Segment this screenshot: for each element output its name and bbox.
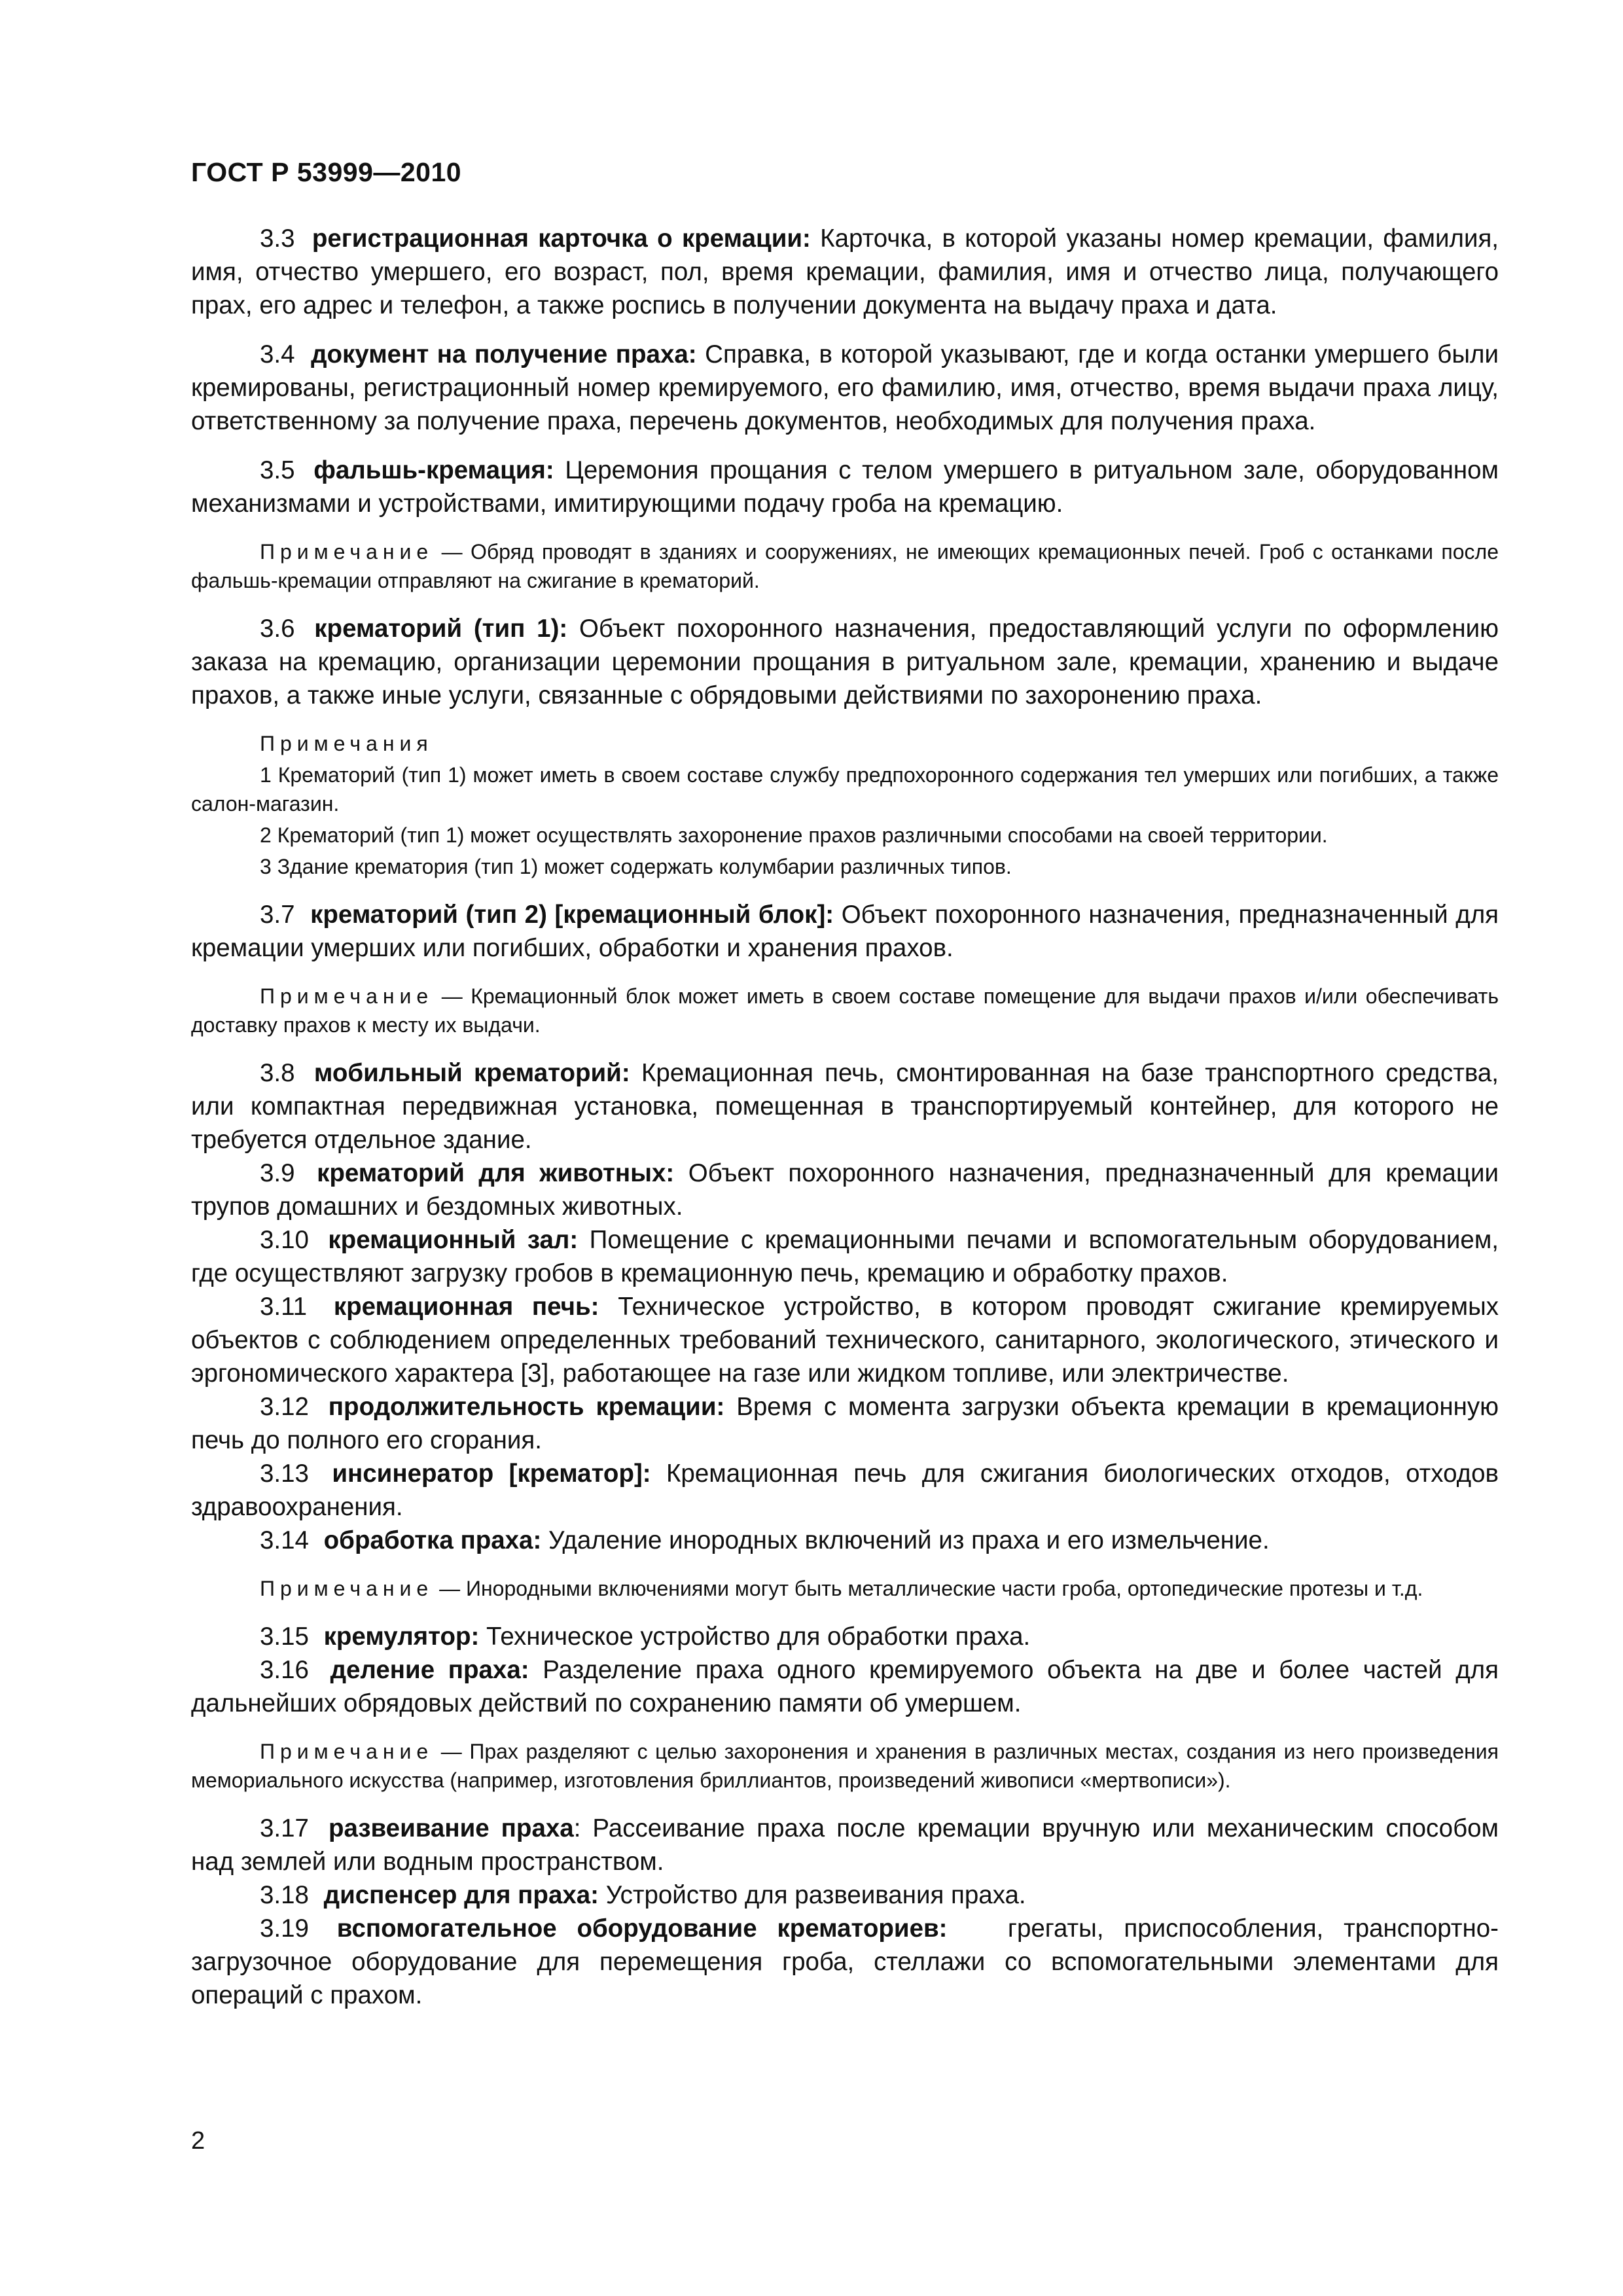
entry-definition: Устройство для развеивания праха. [605,1881,1026,1909]
entry-number: 3.5 [260,456,295,484]
entry-number: 3.11 [260,1293,308,1321]
entry-3-8 [191,1056,1499,1157]
entry-term: развеивание праха [328,1814,574,1842]
note-text: — Обряд проводят в зданиях и сооружениях, не имеющих кремационных печей. Гроб с останками после фальшь-кремации отправляют на сжигание в крематорий. [191,540,1499,592]
entry-definition: : Рассеивание праха после кремации вручную или механическим способом над землей или водным пространством. [191,1814,1499,1876]
entry-definition: Время с момента загрузки объекта кремации в кремационную печь до полного его сгорания. [191,1393,1499,1454]
entry-definition: Техническое устройство для обработки праха. [486,1623,1031,1651]
entry-term: крематорий (тип 1): [314,615,568,643]
entry-3-11 [191,1290,1499,1390]
entry-definition: Церемония прощания с телом умершего в ритуальном зале, оборудованном механизмами и устройствами, имитирующими подачу гроба на кремацию. [191,456,1499,518]
entry-3-17 [191,1812,1499,1878]
entry-term: обработка праха: [323,1526,542,1554]
notes-label: Примечания [260,732,433,755]
entry-definition: Справка, в которой указывают, где и когда останки умершего были кремированы, регистрационный номер кремируемого, его фамилию, имя, отчество, время выдачи праха лицу, ответственному за получение праха, перечень документов, необходимых для получения праха. [191,340,1499,435]
entry-3-13 [191,1457,1499,1524]
entry-3-5 [191,454,1499,520]
document-header: ГОСТ Р 53999—2010 [191,157,462,187]
entry-term: крематорий для животных: [317,1159,675,1187]
entry-definition: Объект похоронного назначения, предоставляющий услуги по оформлению заказа на кремацию, организации церемонии прощания в ритуальном зале, кремации, хранению и выдаче прахов, а также иные услуги, связанные с обрядовыми действиями по захоронению праха. [191,615,1499,709]
entry-number: 3.8 [260,1059,295,1087]
note-item-2: 2 Крематорий (тип 1) может осуществлять захоронение прахов различными способами на своей территории. [260,823,1328,847]
entry-3-19 [191,1912,1499,2012]
note-text: — Инородными включениями могут быть металлические части гроба, ортопедические протезы и т.д. [439,1577,1423,1600]
entry-term: продолжительность кремации: [328,1393,725,1421]
entry-3-18 [191,1878,1499,1912]
note-label: Примечание [260,540,434,564]
note-item-1: 1 Крематорий (тип 1) может иметь в своем составе службу предпохоронного содержания тел умерших или погибших, а также салон-магазин. [191,763,1499,816]
note-3-16 [191,1737,1499,1795]
entry-term: регистрационная карточка о кремации: [312,224,811,253]
entry-number: 3.14 [260,1526,309,1554]
entry-term: вспомогательное оборудование крематориев: [336,1914,948,1943]
entry-number: 3.13 [260,1460,309,1488]
notes-3-6 [191,729,1499,881]
note-3-5 [191,537,1499,595]
entry-term: диспенсер для праха: [323,1881,599,1909]
entry-definition: Объект похоронного назначения, предназначенный для кремации умерших или погибших, обработки и хранения прахов. [191,901,1499,962]
entry-3-14 [191,1524,1499,1557]
entry-number: 3.10 [260,1226,309,1254]
entry-number: 3.9 [260,1159,295,1187]
entry-definition: Разделение праха одного кремируемого объекта на две и более частей для дальнейших обрядовых действий по сохранению памяти об умершем. [191,1656,1499,1717]
entry-3-12 [191,1390,1499,1457]
entry-3-16 [191,1653,1499,1720]
entry-definition: Кремационная печь для сжигания биологических отходов, отходов здравоохранения. [191,1460,1499,1521]
entry-number: 3.4 [260,340,295,368]
entry-number: 3.3 [260,224,295,253]
note-label: Примечание [260,1740,434,1763]
note-3-14 [191,1574,1499,1603]
entry-term: мобильный крематорий: [313,1059,630,1087]
entry-3-10 [191,1223,1499,1290]
note-label: Примечание [260,1577,434,1600]
entry-definition: Кремационная печь, смонтированная на базе транспортного средства, или компактная передвижная установка, помещенная в транспортируемый контейнер, для которого не требуется отдельное здание. [191,1059,1499,1154]
entry-number: 3.17 [260,1814,309,1842]
entry-3-4 [191,338,1499,438]
entry-term: кремационная печь: [333,1293,599,1321]
entry-term: кремационный зал: [328,1226,579,1254]
page-number: 2 [191,2127,205,2155]
entry-3-7 [191,898,1499,965]
entry-number: 3.6 [260,615,295,643]
note-3-7 [191,982,1499,1039]
document-page [191,157,1499,2012]
entry-number: 3.19 [260,1914,309,1943]
entry-definition: грегаты, приспособления, транспортно-загрузочное оборудование для перемещения гроба, стеллажи со вспомогательными элементами для операций с прахом. [191,1914,1499,2009]
entry-term: кремулятор: [323,1623,480,1651]
entry-term: деление праха: [330,1656,529,1684]
entry-number: 3.18 [260,1881,309,1909]
entry-3-9 [191,1157,1499,1223]
entry-number: 3.7 [260,901,295,929]
entry-definition: Помещение с кремационными печами и вспомогательным оборудованием, где осуществляют загрузку гробов в кремационную печь, кремацию и обработку прахов. [191,1226,1499,1287]
entry-3-15 [191,1620,1499,1653]
entry-term: документ на получение праха: [311,340,697,368]
note-text: — Кремационный блок может иметь в своем составе помещение для выдачи прахов и/или обеспечивать доставку прахов к месту их выдачи. [191,984,1499,1037]
note-label: Примечание [260,984,434,1008]
entry-term: фальшь-кремация: [313,456,554,484]
entry-term: крематорий (тип 2) [кремационный блок]: [310,901,834,929]
entry-number: 3.12 [260,1393,309,1421]
entry-definition: Карточка, в которой указаны номер кремации, фамилия, имя, отчество умершего, его возраст, пол, время кремации, фамилия, имя и отчество лица, получающего прах, его адрес и телефон, а также роспись в получении документа на выдачу праха и дата. [191,224,1499,319]
entry-number: 3.15 [260,1623,309,1651]
entry-definition: Удаление инородных включений из праха и его измельчение. [548,1526,1270,1554]
note-item-3: 3 Здание крематория (тип 1) может содержать колумбарии различных типов. [260,855,1012,878]
entry-3-6 [191,612,1499,712]
entry-term: инсинератор [крематор]: [332,1460,651,1488]
entry-3-3 [191,222,1499,322]
entry-number: 3.16 [260,1656,309,1684]
entry-definition: Объект похоронного назначения, предназначенный для кремации трупов домашних и бездомных животных. [191,1159,1499,1221]
note-text: — Прах разделяют с целью захоронения и хранения в различных местах, создания из него произведения мемориального искусства (например, изготовления бриллиантов, произведений живописи «мертвописи»). [191,1740,1499,1792]
entry-definition: Техническое устройство, в котором проводят сжигание кремируемых объектов с соблюдением определенных требований технического, санитарного, экологического, этического и эргономического характера [3], работающее на газе или жидком топливе, или электричестве. [191,1293,1499,1388]
